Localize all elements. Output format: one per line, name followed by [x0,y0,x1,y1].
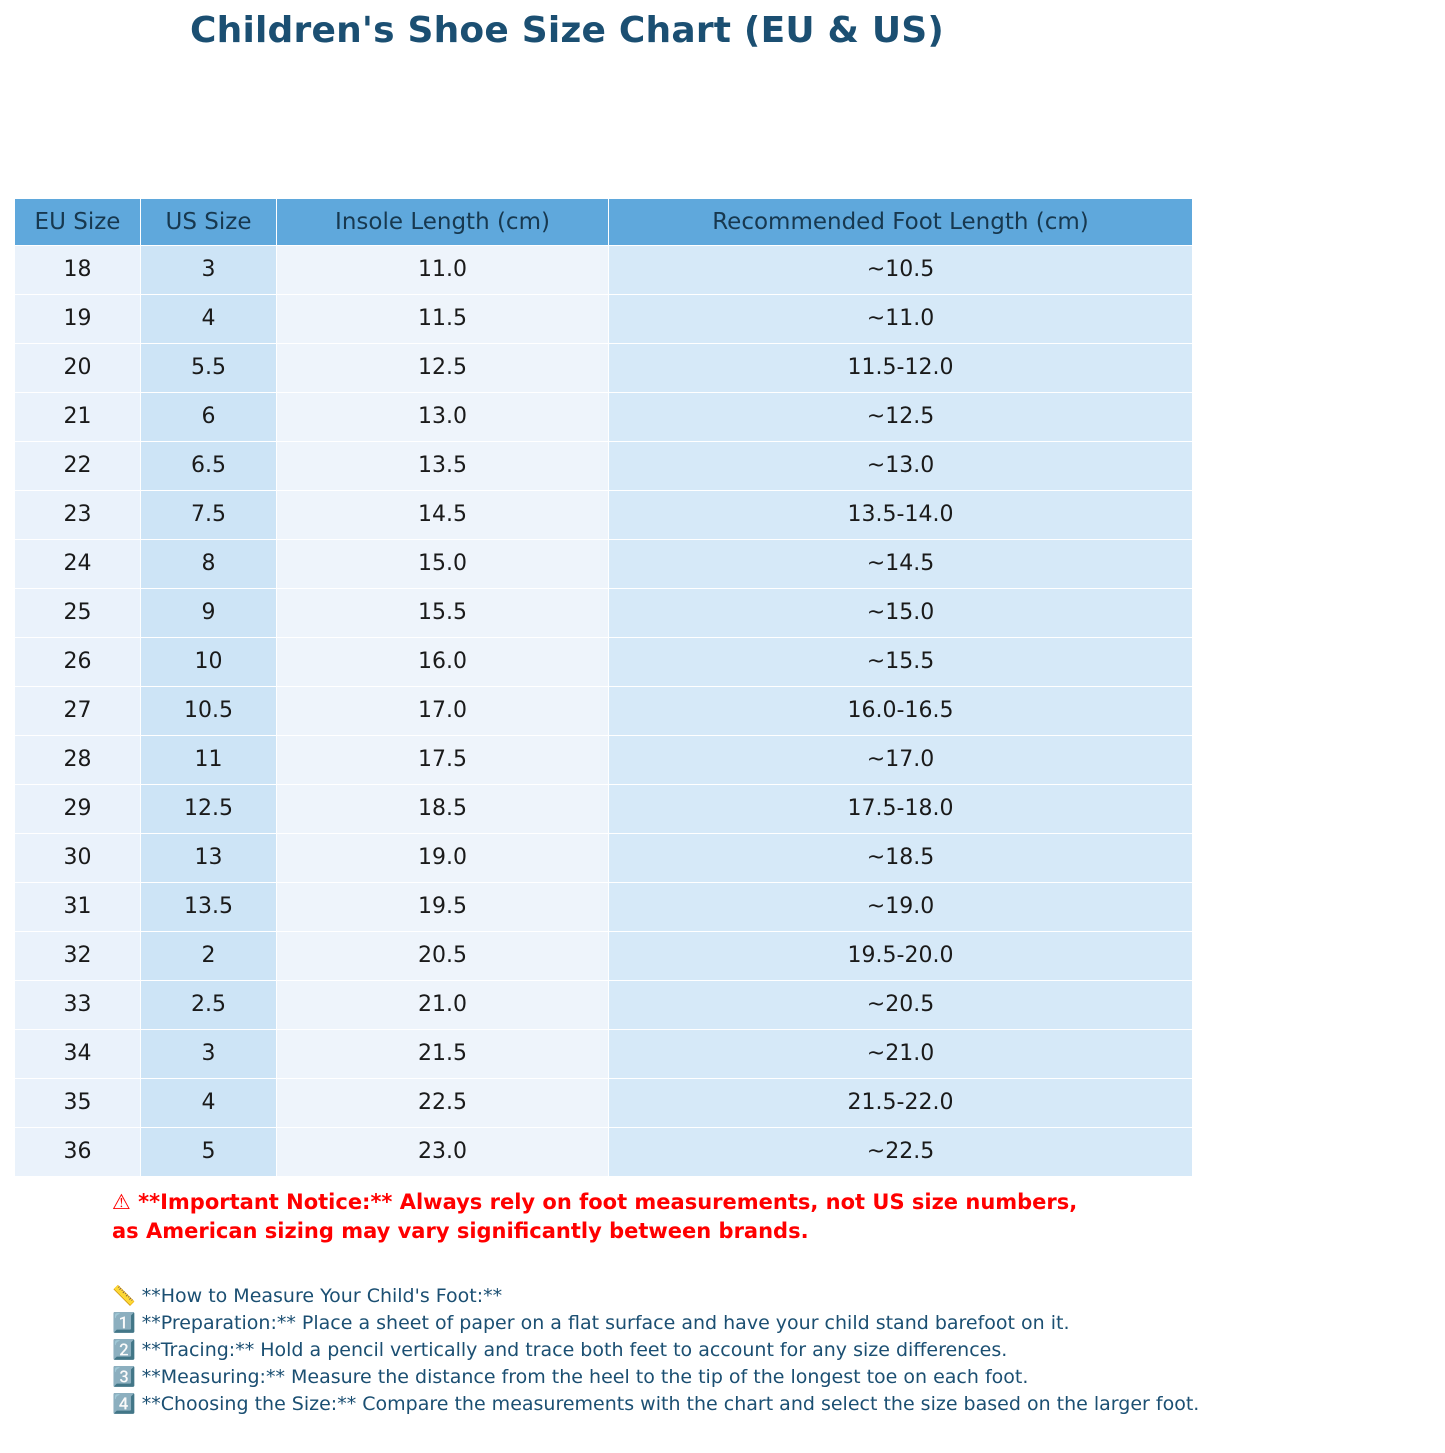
notice-line-1: **Important Notice:** Always rely on foot measurements, not US size numbers, [138,1190,1078,1214]
cell-foot-length: ~12.5 [609,393,1193,442]
cell-insole-length: 12.5 [277,344,609,393]
cell-insole-length: 20.5 [277,932,609,981]
cell-foot-length: ~13.0 [609,442,1193,491]
cell-insole-length: 21.5 [277,1030,609,1079]
cell-insole-length: 11.5 [277,295,609,344]
cell-us-size: 12.5 [141,785,277,834]
cell-eu-size: 26 [15,638,141,687]
cell-insole-length: 19.5 [277,883,609,932]
cell-eu-size: 24 [15,540,141,589]
cell-us-size: 5 [141,1128,277,1177]
cell-us-size: 10.5 [141,687,277,736]
table-row [15,687,1193,736]
cell-eu-size: 29 [15,785,141,834]
cell-foot-length: ~14.5 [609,540,1193,589]
table-row [15,981,1193,1030]
cell-eu-size: 36 [15,1128,141,1177]
cell-foot-length: ~10.5 [609,246,1193,295]
cell-eu-size: 28 [15,736,141,785]
cell-insole-length: 13.0 [277,393,609,442]
cell-insole-length: 22.5 [277,1079,609,1128]
cell-foot-length: 21.5-22.0 [609,1079,1193,1128]
how-to-step-4: 4️⃣ **Choosing the Size:** Compare the measurements with the chart and select the size based on the larger foot. [112,1393,1200,1415]
column-header-foot-length: Recommended Foot Length (cm) [609,199,1193,246]
cell-foot-length: 13.5-14.0 [609,491,1193,540]
cell-foot-length: 17.5-18.0 [609,785,1193,834]
cell-us-size: 8 [141,540,277,589]
column-header-eu-size: EU Size [15,199,141,246]
cell-eu-size: 21 [15,393,141,442]
cell-insole-length: 15.0 [277,540,609,589]
table-header-row [15,199,1193,246]
table-row [15,638,1193,687]
cell-insole-length: 21.0 [277,981,609,1030]
cell-foot-length: ~18.5 [609,834,1193,883]
page-title: Children's Shoe Size Chart (EU & US) [190,10,945,51]
cell-insole-length: 16.0 [277,638,609,687]
table-row [15,1030,1193,1079]
cell-foot-length: 16.0-16.5 [609,687,1193,736]
cell-eu-size: 25 [15,589,141,638]
cell-insole-length: 18.5 [277,785,609,834]
cell-insole-length: 15.5 [277,589,609,638]
cell-us-size: 4 [141,295,277,344]
cell-eu-size: 33 [15,981,141,1030]
table-row [15,491,1193,540]
cell-us-size: 9 [141,589,277,638]
cell-insole-length: 13.5 [277,442,609,491]
cell-us-size: 4 [141,1079,277,1128]
table-row [15,393,1193,442]
cell-insole-length: 17.0 [277,687,609,736]
cell-eu-size: 31 [15,883,141,932]
warning-icon: ⚠ [112,1190,131,1214]
cell-us-size: 3 [141,1030,277,1079]
cell-us-size: 10 [141,638,277,687]
cell-foot-length: 11.5-12.0 [609,344,1193,393]
cell-foot-length: 19.5-20.0 [609,932,1193,981]
table-row [15,736,1193,785]
cell-insole-length: 14.5 [277,491,609,540]
table-row [15,344,1193,393]
column-header-us-size: US Size [141,199,277,246]
cell-insole-length: 17.5 [277,736,609,785]
cell-us-size: 2.5 [141,981,277,1030]
cell-foot-length: ~21.0 [609,1030,1193,1079]
cell-foot-length: ~20.5 [609,981,1193,1030]
cell-eu-size: 27 [15,687,141,736]
how-to-step-2: 2️⃣ **Tracing:** Hold a pencil vertically and trace both feet to account for any size differences. [112,1339,1008,1361]
table-row [15,295,1193,344]
table-row [15,883,1193,932]
cell-us-size: 3 [141,246,277,295]
cell-insole-length: 19.0 [277,834,609,883]
cell-us-size: 2 [141,932,277,981]
cell-foot-length: ~15.5 [609,638,1193,687]
cell-insole-length: 11.0 [277,246,609,295]
cell-eu-size: 20 [15,344,141,393]
table-row [15,589,1193,638]
how-to-step-1: 1️⃣ **Preparation:** Place a sheet of paper on a flat surface and have your child stand barefoot on it. [112,1312,1070,1334]
cell-foot-length: ~19.0 [609,883,1193,932]
important-notice [112,1188,1372,1246]
cell-eu-size: 18 [15,246,141,295]
how-to-heading: 📏 **How to Measure Your Child's Foot:** [112,1285,503,1307]
cell-insole-length: 23.0 [277,1128,609,1177]
cell-us-size: 7.5 [141,491,277,540]
how-to-step-3: 3️⃣ **Measuring:** Measure the distance from the heel to the tip of the longest toe on each foot. [112,1366,1029,1388]
how-to-measure-block [112,1283,1432,1418]
notice-line-2: as American sizing may vary significantly between brands. [112,1219,809,1243]
table-row [15,932,1193,981]
cell-us-size: 6 [141,393,277,442]
cell-eu-size: 35 [15,1079,141,1128]
size-chart-table [14,198,1193,1177]
cell-us-size: 11 [141,736,277,785]
table-row [15,540,1193,589]
cell-foot-length: ~17.0 [609,736,1193,785]
cell-us-size: 5.5 [141,344,277,393]
cell-us-size: 13 [141,834,277,883]
cell-eu-size: 19 [15,295,141,344]
cell-foot-length: ~22.5 [609,1128,1193,1177]
cell-foot-length: ~15.0 [609,589,1193,638]
table-row [15,785,1193,834]
cell-eu-size: 34 [15,1030,141,1079]
table-row [15,442,1193,491]
cell-eu-size: 30 [15,834,141,883]
cell-eu-size: 32 [15,932,141,981]
cell-eu-size: 23 [15,491,141,540]
table-row [15,1079,1193,1128]
cell-us-size: 6.5 [141,442,277,491]
cell-foot-length: ~11.0 [609,295,1193,344]
table-row [15,246,1193,295]
cell-us-size: 13.5 [141,883,277,932]
table-row [15,1128,1193,1177]
table-row [15,834,1193,883]
column-header-insole-length: Insole Length (cm) [277,199,609,246]
cell-eu-size: 22 [15,442,141,491]
